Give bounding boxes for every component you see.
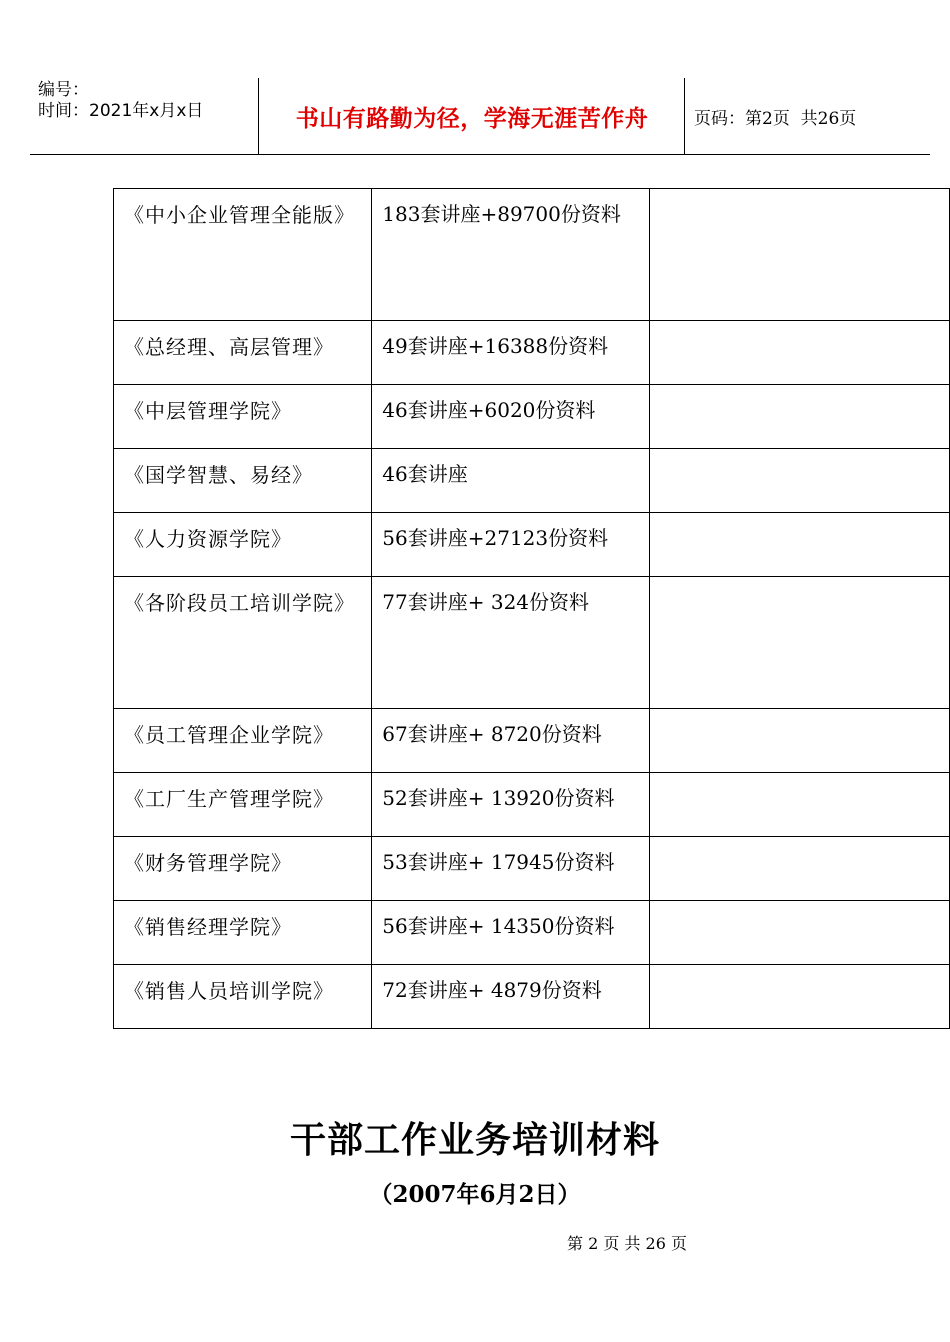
course-content: 56套讲座+27123份资料: [382, 526, 609, 550]
header-page-info: 页码：第2页 共26页: [694, 108, 857, 129]
table-row: [114, 837, 950, 901]
course-name: 《销售人员培训学院》: [124, 979, 334, 1003]
course-name: 《工厂生产管理学院》: [124, 787, 334, 811]
course-note: [650, 321, 949, 330]
course-note: [650, 965, 949, 974]
course-note: [650, 837, 949, 846]
course-name: 《中层管理学院》: [124, 399, 292, 423]
course-note: [650, 513, 949, 522]
page-footer: 第 2 页 共 26 页: [567, 1234, 687, 1253]
document-title: 干部工作业务培训材料: [289, 1120, 660, 1161]
course-content: 183套讲座+89700份资料: [382, 202, 621, 226]
course-content: 56套讲座+ 14350份资料: [382, 914, 615, 938]
course-content: 53套讲座+ 17945份资料: [382, 850, 615, 874]
course-content: 46套讲座+6020份资料: [382, 398, 596, 422]
course-content: 72套讲座+ 4879份资料: [382, 978, 602, 1002]
serial-label: 编号：: [38, 80, 89, 100]
header-divider: [258, 78, 259, 154]
time-label: 时间：2021年x月x日: [38, 101, 204, 121]
course-content: 46套讲座: [382, 462, 468, 486]
course-note: [650, 189, 949, 198]
course-content: 67套讲座+ 8720份资料: [382, 722, 602, 746]
table-row: [114, 321, 950, 385]
table-row: [114, 189, 950, 321]
course-note: [650, 773, 949, 782]
table-row: [114, 773, 950, 837]
course-content: 77套讲座+ 324份资料: [382, 590, 590, 614]
table-row: [114, 901, 950, 965]
course-note: [650, 709, 949, 718]
page-header: [30, 78, 930, 155]
course-library-table: [113, 188, 950, 1029]
course-note: [650, 449, 949, 458]
course-content: 49套讲座+16388份资料: [382, 334, 609, 358]
document-date: （2007年6月2日）: [369, 1181, 581, 1208]
course-name: 《员工管理企业学院》: [124, 723, 334, 747]
course-name: 《人力资源学院》: [124, 527, 292, 551]
course-name: 《中小企业管理全能版》: [124, 203, 355, 227]
header-motto: 书山有路勤为径，学海无涯苦作舟: [295, 105, 649, 132]
course-name: 《国学智慧、易经》: [124, 463, 313, 487]
course-name: 《销售经理学院》: [124, 915, 292, 939]
table-row: [114, 709, 950, 773]
table-row: [114, 965, 950, 1029]
table-row: [114, 449, 950, 513]
course-name: 《总经理、高层管理》: [124, 335, 334, 359]
course-note: [650, 901, 949, 910]
course-content: 52套讲座+ 13920份资料: [382, 786, 615, 810]
course-name: 《各阶段员工培训学院》: [124, 591, 355, 615]
table-row: [114, 577, 950, 709]
course-note: [650, 577, 949, 586]
course-name: 《财务管理学院》: [124, 851, 292, 875]
course-note: [650, 385, 949, 394]
header-divider: [684, 78, 685, 154]
header-meta: [38, 80, 258, 122]
table-row: [114, 385, 950, 449]
table-row: [114, 513, 950, 577]
